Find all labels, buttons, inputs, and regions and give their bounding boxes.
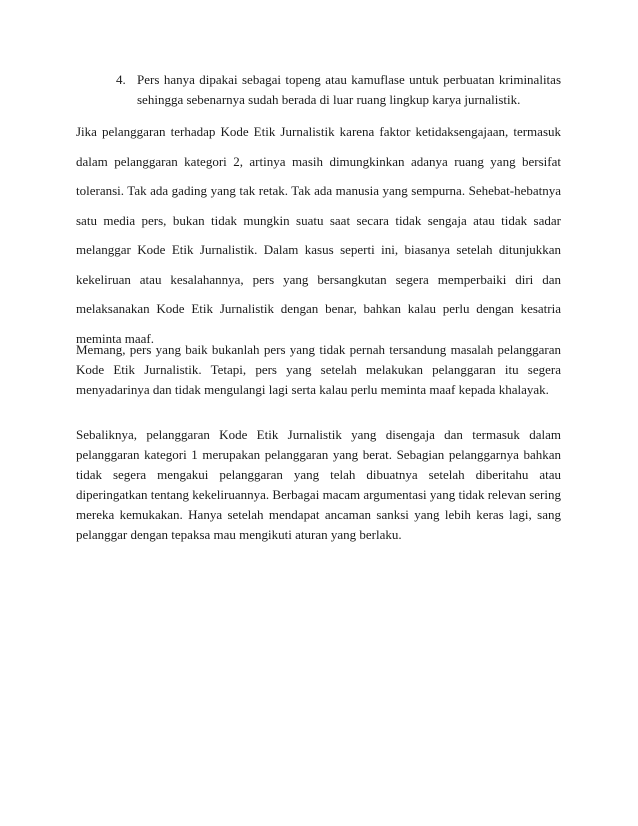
list-item-text: Pers hanya dipakai sebagai topeng atau kamuflase untuk perbuatan kriminalitas sehingga sebenarnya sudah berada di luar ruang lingkup karya jurnalistik.	[137, 72, 561, 107]
body-paragraph: Memang, pers yang baik bukanlah pers yang tidak pernah tersandung masalah pelanggaran Kode Etik Jurnalistik. Tetapi, pers yang setelah melakukan pelanggaran itu segera menyadarinya dan tidak mengulangi lagi serta kalau perlu meminta maaf kepada khalayak.	[76, 342, 561, 397]
body-paragraph: Sebaliknya, pelanggaran Kode Etik Jurnalistik yang disengaja dan termasuk dalam pelanggaran kategori 1 merupakan pelanggaran yang berat. Sebagian pelanggarnya bahkan tidak segera mengakui pelanggaran yang telah dibuatnya setelah diberitahu atau diperingatkan tentang kekeliruannya. Berbagai macam argumentasi yang tidak relevan sering mereka kemukakan. Hanya setelah mendapat ancaman sanksi yang lebih keras lagi, sang pelanggar dengan tepaksa mau mengikuti aturan yang berlaku.	[76, 427, 561, 542]
body-paragraph: Jika pelanggaran terhadap Kode Etik Jurnalistik karena faktor ketidaksengajaan, termasuk dalam pelanggaran kategori 2, artinya masih dimungkinkan adanya ruang yang bersifat toleransi. Tak ada gading yang tak retak. Tak ada manusia yang sempurna. Sehebat-hebatnya satu media pers, bukan tidak mungkin suatu saat secara tidak sengaja atau tidak sadar melanggar Kode Etik Jurnalistik. Dalam kasus seperti ini, biasanya setelah ditunjukkan kekeliruan atau kesalahannya, pers yang bersangkutan segera memperbaiki diri dan melaksanakan Kode Etik Jurnalistik dengan benar, bahkan kalau perlu dengan kesatria meminta maaf.	[76, 124, 561, 346]
list-item-number: 4.	[116, 72, 126, 87]
